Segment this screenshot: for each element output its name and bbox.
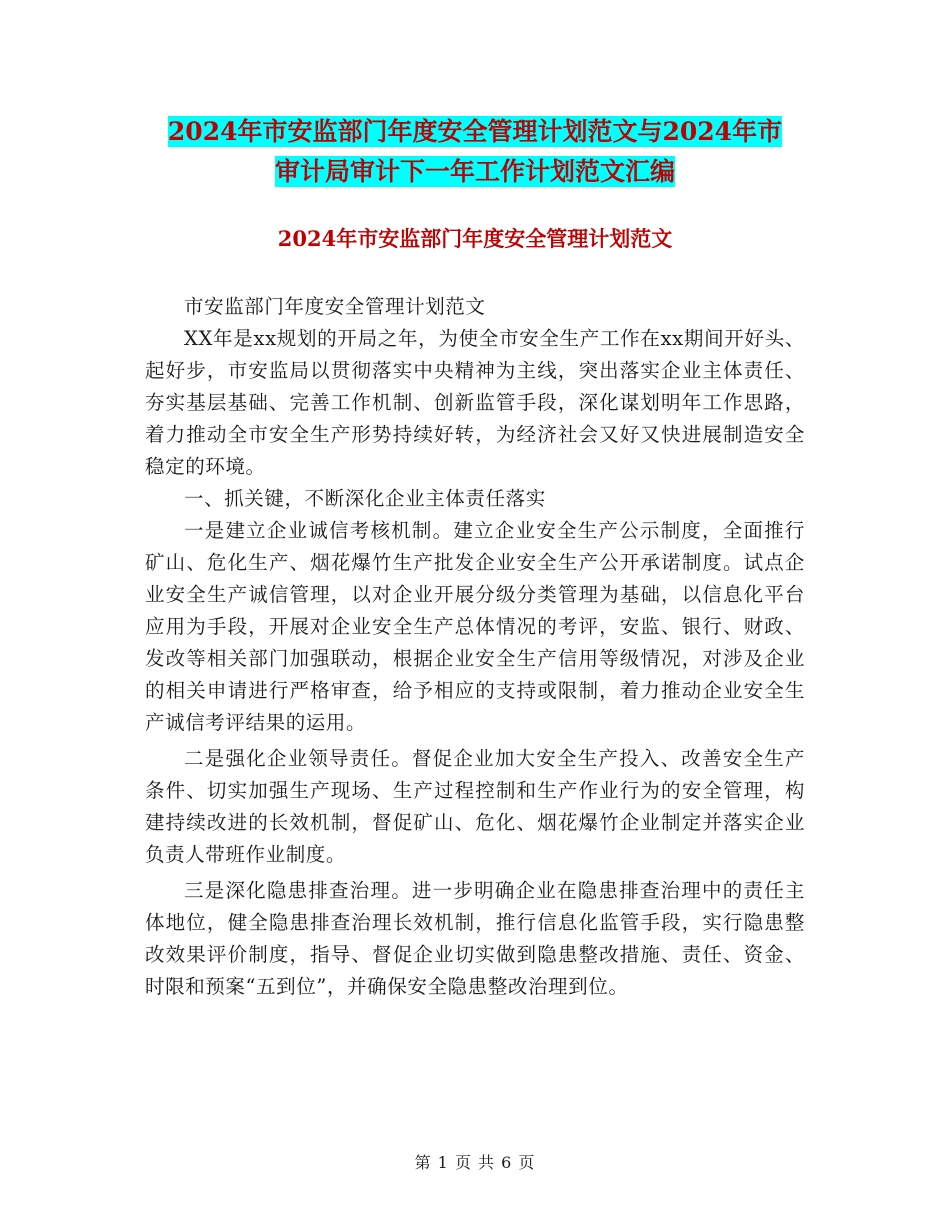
paragraph-item-2: 二是强化企业领导责任。督促企业加大安全生产投入、改善安全生产条件、切实加强生产现场、生产过程控制和生产作业行为的安全管理，构建持续改进的长效机制，督促矿山、危化、烟花爆竹企业制定并落实企业负责人带班作业制度。 (145, 747, 805, 866)
page-footer: 第 1 页 共 6 页 (414, 1153, 536, 1172)
paragraph-intro: XX年是xx规划的开局之年，为使全市安全生产工作在xx期间开好头、起好步，市安监局以贯彻落实中央精神为主线，突出落实企业主体责任、夯实基层基础、完善工作机制、创新监管手段，深化谋划明年工作思路，着力推动全市安全生产形势持续好转，为经济社会又好又快进展制造安全稳定的环境。 (145, 327, 805, 478)
section-title: 2024年市安监部门年度安全管理计划范文 (277, 226, 673, 251)
paragraph-heading-1: 一、抓关键，不断深化企业主体责任落实 (184, 487, 546, 510)
document-body (145, 291, 805, 1003)
paragraph-item-3: 三是深化隐患排查治理。进一步明确企业在隐患排查治理中的责任主体地位，健全隐患排查治理长效机制，推行信息化监管手段，实行隐患整改效果评价制度，指导、督促企业切实做到隐患整改措施、责任、资金、时限和预案“五到位”，并确保安全隐患整改治理到位。 (145, 879, 805, 998)
paragraph-item-1: 一是建立企业诚信考核机制。建立企业安全生产公示制度，全面推行矿山、危化生产、烟花爆竹生产批发企业安全生产公开承诺制度。试点企业安全生产诚信管理，以对企业开展分级分类管理为基础，以信息化平台应用为手段，开展对企业安全生产总体情况的考评，安监、银行、财政、发改等相关部门加强联动，根据企业安全生产信用等级情况，对涉及企业的相关申请进行严格审查，给予相应的支持或限制，着力推动企业安全生产诚信考评结果的运用。 (145, 519, 805, 734)
document-title-line-1: 2024年市安监部门年度安全管理计划范文与2024年市 (167, 117, 783, 146)
document-title (0, 112, 950, 192)
document-title-line-2: 审计局审计下一年工作计划范文汇编 (274, 157, 675, 186)
paragraph-subtitle: 市安监部门年度安全管理计划范文 (184, 295, 486, 318)
